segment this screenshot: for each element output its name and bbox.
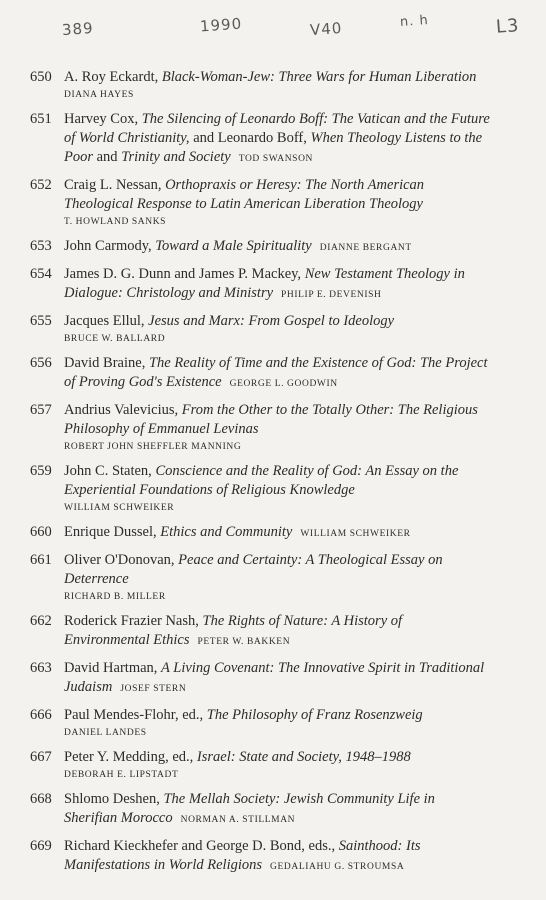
handwritten-note: n. h: [399, 13, 430, 30]
author: John C. Staten,: [64, 463, 156, 479]
page-number: 654: [30, 266, 52, 282]
book-title: Peace and Certainty: A Theological Essay on Deterrence: [64, 552, 443, 587]
author: Roderick Frazier Nash,: [64, 613, 203, 629]
reviewer: BRUCE W. BALLARD: [64, 334, 166, 344]
handwritten-note: 389: [61, 18, 95, 40]
book-title: The Philosophy of Franz Rosenzweig: [206, 707, 423, 723]
page-number: 651: [30, 111, 52, 127]
book-title: Trinity and Society: [121, 149, 231, 165]
entry-text: [64, 523, 490, 544]
review-entry: [30, 659, 490, 699]
review-entry: [30, 551, 490, 605]
reviewer: DANIEL LANDES: [64, 728, 147, 738]
review-entry: [30, 401, 490, 455]
page-number: 650: [30, 69, 52, 85]
author: Enrique Dussel,: [64, 524, 161, 540]
review-entry: [30, 354, 490, 394]
review-entry: [30, 706, 490, 741]
page-number: 660: [30, 524, 52, 540]
book-title: Israel: State and Society, 1948–1988: [196, 749, 411, 765]
review-entry: [30, 790, 490, 830]
review-entry: [30, 523, 490, 544]
entry-text: [64, 837, 490, 877]
book-title: Sainthood: Its Manifestations in World Religions: [64, 838, 421, 873]
author: Harvey Cox,: [64, 111, 142, 127]
page-number: 662: [30, 613, 52, 629]
page-number: 668: [30, 791, 52, 807]
book-title: New Testament Theology in Dialogue: Christology and Ministry: [64, 266, 465, 301]
page-number: 652: [30, 177, 52, 193]
entry-text: [64, 790, 490, 830]
author: Jacques Ellul,: [64, 313, 149, 329]
entry-text: [64, 659, 490, 699]
entry-text: [64, 706, 490, 741]
entry-text: [64, 176, 490, 230]
book-title: The Mellah Society: Jewish Community Life in Sherifian Morocco: [64, 791, 435, 826]
reviewer: DIANNE BERGANT: [319, 243, 412, 253]
page-number: 661: [30, 552, 52, 568]
review-entry: [30, 176, 490, 230]
handwritten-note: V40: [309, 18, 343, 40]
review-entry: [30, 837, 490, 877]
page-number: 666: [30, 707, 52, 723]
review-entry: [30, 265, 490, 305]
review-entry: [30, 748, 490, 783]
book-title: Jesus and Marx: From Gospel to Ideology: [148, 313, 395, 329]
reviewer: TOD SWANSON: [238, 154, 313, 164]
entry-text: [64, 401, 490, 455]
entry-text: [64, 462, 490, 516]
author: David Hartman,: [64, 660, 162, 676]
book-title: Conscience and the Reality of God: An Essay on the Experiential Foundations of Religious Knowledge: [64, 463, 459, 498]
book-title: The Silencing of Leonardo Boff: The Vatican and the Future of World Christianity,: [64, 111, 490, 146]
reviewer: RICHARD B. MILLER: [64, 592, 166, 602]
author: Oliver O'Donovan,: [64, 552, 179, 568]
entry-text: [64, 265, 490, 305]
reviewer: WILLIAM SCHWEIKER: [300, 529, 411, 539]
book-title: The Rights of Nature: A History of Environmental Ethics: [64, 613, 403, 648]
author: Peter Y. Medding, ed.,: [64, 749, 197, 765]
author: John Carmody,: [64, 238, 156, 254]
reviewer: DEBORAH E. LIPSTADT: [64, 770, 179, 780]
book-title: Ethics and Community: [160, 524, 293, 540]
reviewer: WILLIAM SCHWEIKER: [64, 503, 175, 513]
connector: and Leonardo Boff,: [189, 130, 311, 146]
page-number: 655: [30, 313, 52, 329]
reviewer: NORMAN A. STILLMAN: [180, 815, 296, 825]
book-title: Orthopraxis or Heresy: The North American Theological Response to Latin American Liberation Theology: [64, 177, 425, 212]
entry-text: [64, 551, 490, 605]
review-entry: [30, 110, 490, 169]
book-title: The Reality of Time and the Existence of God: The Project of Proving God's Existence: [64, 355, 488, 390]
reviewer: GEDALIAHU G. STROUMSA: [270, 862, 405, 872]
review-entry: [30, 462, 490, 516]
author: Craig L. Nessan,: [64, 177, 166, 193]
book-title: When Theology Listens to the Poor: [64, 130, 483, 165]
entry-text: [64, 312, 490, 347]
reviewer: JOSEF STERN: [120, 684, 187, 694]
author: Paul Mendes-Flohr, ed.,: [64, 707, 207, 723]
page-number: 656: [30, 355, 52, 371]
page-number: 663: [30, 660, 52, 676]
author: Richard Kieckhefer and George D. Bond, eds.,: [64, 838, 339, 854]
book-title: From the Other to the Totally Other: The Religious Philosophy of Emmanuel Levinas: [64, 402, 478, 437]
review-entry: [30, 612, 490, 652]
author: A. Roy Eckardt,: [64, 69, 162, 85]
entry-text: [64, 354, 490, 394]
review-entry: [30, 68, 490, 103]
handwritten-note: L3: [495, 15, 521, 38]
handwritten-note: 1990: [199, 14, 243, 36]
book-title: A Living Covenant: The Innovative Spirit in Traditional Judaism: [64, 660, 485, 695]
book-title: Black-Woman-Jew: Three Wars for Human Liberation: [161, 69, 477, 85]
book-title: Toward a Male Spirituality: [155, 238, 312, 254]
entry-text: [64, 237, 490, 258]
review-list: [30, 68, 490, 884]
page-number: 657: [30, 402, 52, 418]
entry-text: [64, 68, 490, 103]
entry-text: [64, 612, 490, 652]
entry-text: [64, 110, 490, 169]
page-number: 667: [30, 749, 52, 765]
connector: and: [93, 149, 122, 165]
page-number: 669: [30, 838, 52, 854]
reviewer: PHILIP E. DEVENISH: [281, 290, 382, 300]
reviewer: ROBERT JOHN SHEFFLER MANNING: [64, 442, 242, 452]
reviewer: PETER W. BAKKEN: [197, 637, 291, 647]
reviewer: T. HOWLAND SANKS: [64, 217, 167, 227]
review-entry: [30, 237, 490, 258]
page-number: 653: [30, 238, 52, 254]
author: Andrius Valevicius,: [64, 402, 182, 418]
page-number: 659: [30, 463, 52, 479]
reviewer: GEORGE L. GOODWIN: [229, 379, 338, 389]
entry-text: [64, 748, 490, 783]
reviewer: DIANA HAYES: [64, 90, 134, 100]
author: James D. G. Dunn and James P. Mackey,: [64, 266, 305, 282]
author: Shlomo Deshen,: [64, 791, 164, 807]
review-entry: [30, 312, 490, 347]
author: David Braine,: [64, 355, 149, 371]
